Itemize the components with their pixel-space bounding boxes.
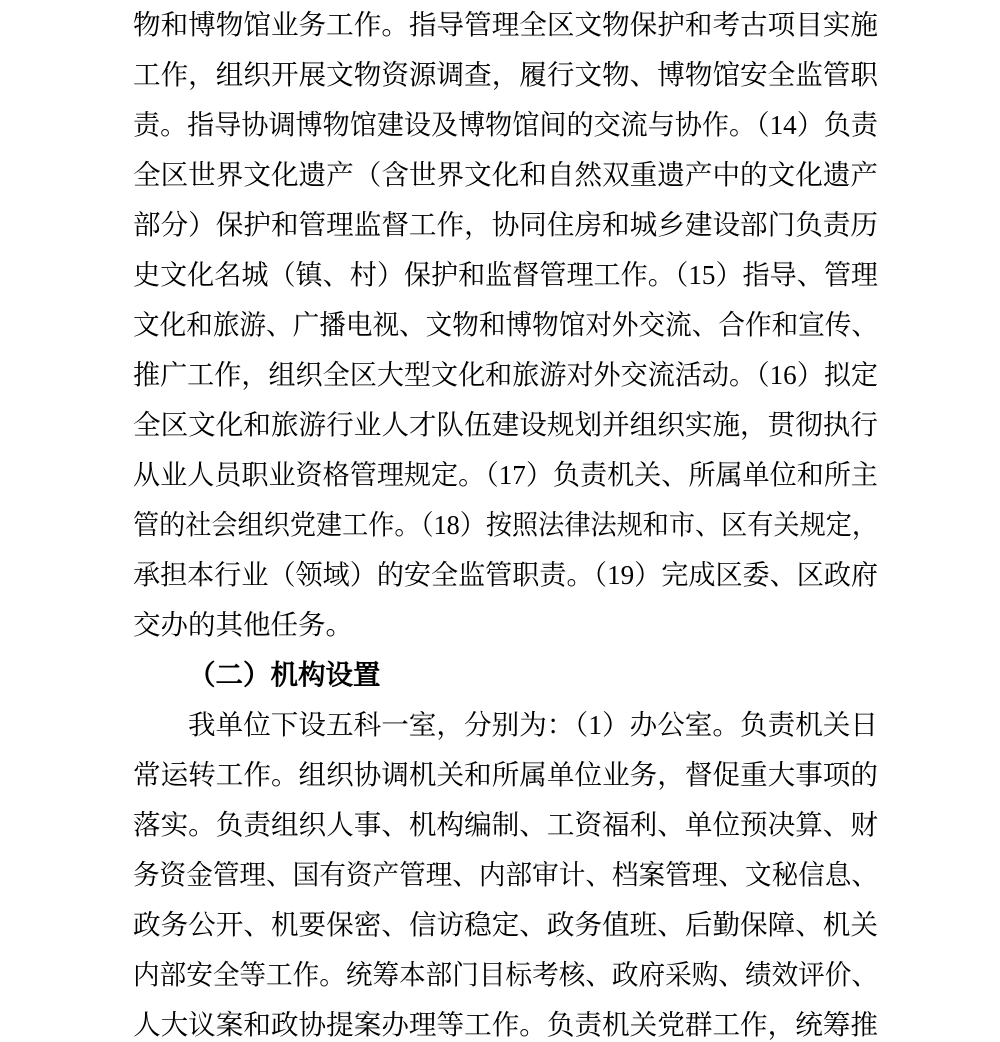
text-line-content: 常运转工作。组织协调机关和所属单位业务，督促重大事项的 [133,759,878,790]
text-line-content: 从业人员职业资格管理规定。（17）负责机关、所属单位和所主 [133,459,878,490]
text-line [133,500,878,550]
text-line [133,400,878,450]
text-line-content: 交办的其他任务。 [133,609,353,640]
text-line [133,550,878,600]
section-heading [133,650,878,700]
text-line [133,50,878,100]
text-line [133,950,878,1000]
text-line-content: 部分）保护和管理监督工作，协同住房和城乡建设部门负责历 [133,209,878,240]
text-line [133,300,878,350]
text-line-content: 管的社会组织党建工作。（18）按照法律法规和市、区有关规定， [133,509,878,540]
text-line-content: 务资金管理、国有资产管理、内部审计、档案管理、文秘信息、 [133,859,878,890]
text-line [133,800,878,850]
text-line [133,100,878,150]
text-line-content: 落实。负责组织人事、机构编制、工资福利、单位预决算、财 [133,809,878,840]
document-text-block [133,0,878,1042]
text-line-content: 工作，组织开展文物资源调查，履行文物、博物馆安全监管职 [133,59,878,90]
text-line [133,450,878,500]
text-line-content: 政务公开、机要保密、信访稳定、政务值班、后勤保障、机关 [133,909,878,940]
text-line-content: 文化和旅游、广播电视、文物和博物馆对外交流、合作和宣传、 [133,309,878,340]
text-line-content: 人大议案和政协提案办理等工作。负责机关党群工作，统筹推 [133,1009,878,1040]
text-line-content: 推广工作，组织全区大型文化和旅游对外交流活动。（16）拟定 [133,359,878,390]
text-line [133,900,878,950]
text-line-content: 物和博物馆业务工作。指导管理全区文物保护和考古项目实施 [133,9,878,40]
text-line [133,350,878,400]
text-line-content: 承担本行业（领域）的安全监管职责。（19）完成区委、区政府 [133,559,878,590]
text-line-content: 我单位下设五科一室，分别为：（1）办公室。负责机关日 [188,709,878,740]
text-line [133,700,878,750]
text-line-content: 全区世界文化遗产（含世界文化和自然双重遗产中的文化遗产 [133,159,878,190]
text-line [133,600,878,650]
text-line [133,200,878,250]
text-line-content: （二）机构设置 [188,659,381,690]
text-line [133,250,878,300]
text-line [133,750,878,800]
text-line [133,150,878,200]
text-line [133,0,878,50]
text-line-content: 史文化名城（镇、村）保护和监督管理工作。（15）指导、管理 [133,259,878,290]
text-line-content: 责。指导协调博物馆建设及博物馆间的交流与协作。（14）负责 [133,109,878,140]
text-line-content: 全区文化和旅游行业人才队伍建设规划并组织实施，贯彻执行 [133,409,878,440]
text-line [133,1000,878,1042]
text-line [133,850,878,900]
text-line-content: 内部安全等工作。统筹本部门目标考核、政府采购、绩效评价、 [133,959,878,990]
